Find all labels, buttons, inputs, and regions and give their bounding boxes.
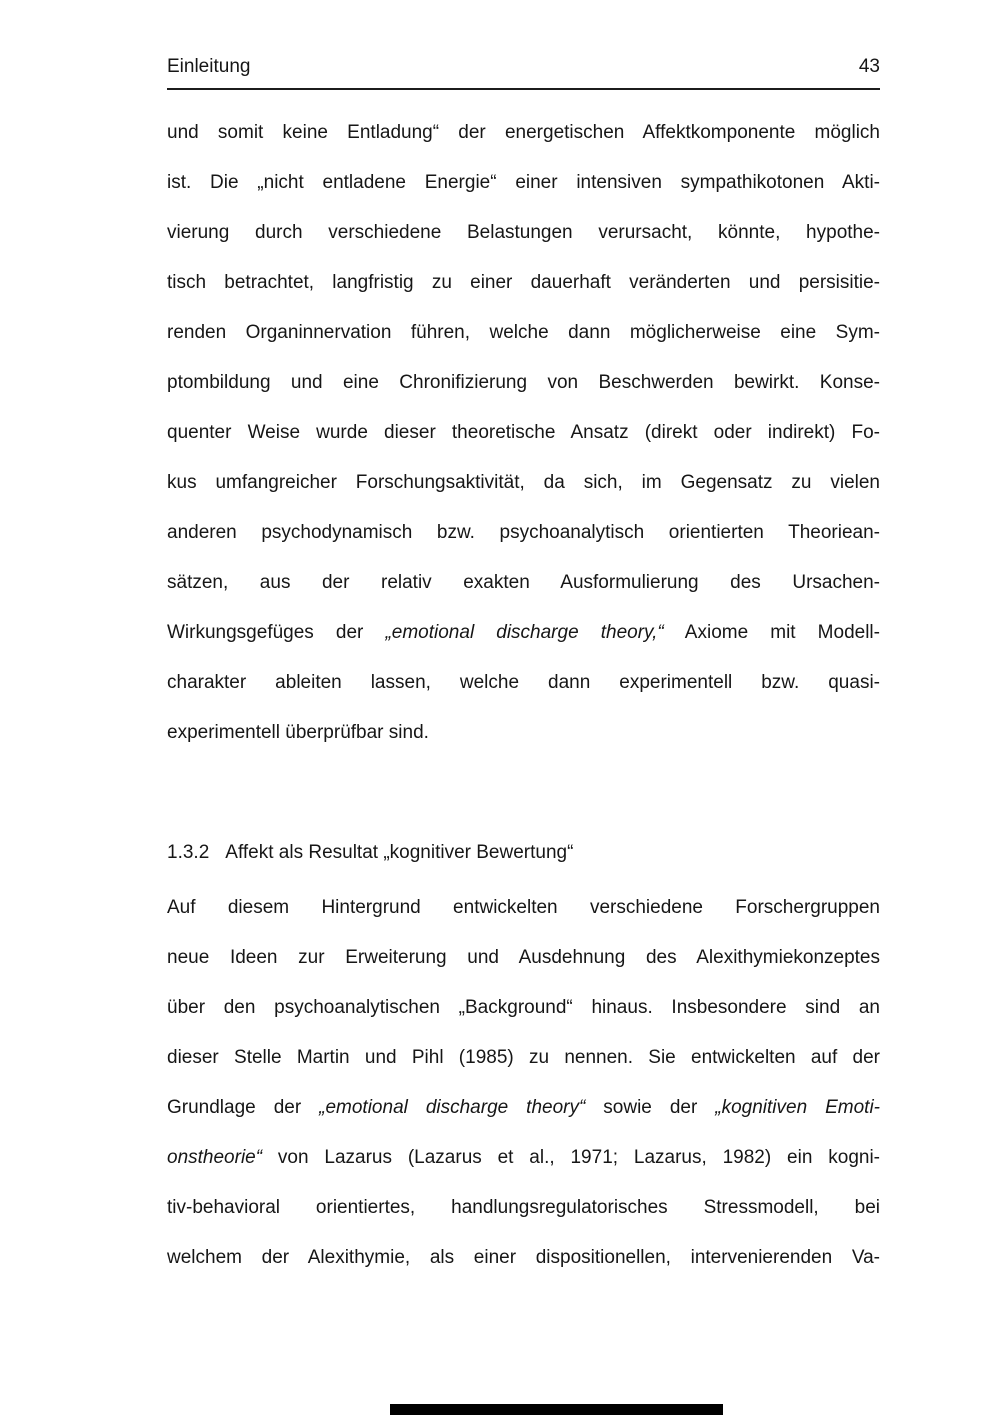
paragraph [167, 108, 880, 758]
text-line: experimentell überprüfbar sind. [167, 722, 429, 743]
text-line: tisch betrachtet, langfristig zu einer dauerhaft veränderten und persisitie- [167, 272, 880, 293]
text-line: neue Ideen zur Erweiterung und Ausdehnung des Alexithymiekonzeptes [167, 947, 880, 968]
section-number: 1.3.2 [167, 842, 210, 863]
text-line: anderen psychodynamisch bzw. psychoanalytisch orientierten Theoriean- [167, 522, 880, 543]
text-line: charakter ableiten lassen, welche dann experimentell bzw. quasi- [167, 672, 880, 693]
document-body [167, 108, 880, 1283]
text-line: welchem der Alexithymie, als einer dispositionellen, intervenierenden Va- [167, 1247, 880, 1268]
running-header-title: Einleitung [167, 56, 251, 77]
text-line: Wirkungsgefüges der „emotional discharge theory,“ Axiome mit Modell- [167, 622, 880, 643]
paragraph [167, 883, 880, 1283]
text-line: vierung durch verschiedene Belastungen verursacht, könnte, hypothe- [167, 222, 880, 243]
text-line: sätzen, aus der relativ exakten Ausformulierung des Ursachen- [167, 572, 880, 593]
page-number: 43 [858, 56, 880, 77]
text-line: über den psychoanalytischen „Background“ hinaus. Insbesondere sind an [167, 997, 880, 1018]
text-line: quenter Weise wurde dieser theoretische Ansatz (direkt oder indirekt) Fo- [167, 422, 880, 443]
running-header [167, 56, 880, 90]
text-line: Auf diesem Hintergrund entwickelten verschiedene Forschergruppen [167, 897, 880, 918]
text-line: ptombildung und eine Chronifizierung von Beschwerden bewirkt. Konse- [167, 372, 880, 393]
scan-artifact-bar [390, 1404, 723, 1415]
section-title: Affekt als Resultat „kognitiver Bewertung“ [225, 842, 574, 863]
section-heading [167, 828, 880, 878]
text-line: Grundlage der „emotional discharge theory“ sowie der „kognitiven Emoti- [167, 1097, 881, 1118]
content-column [167, 0, 880, 1283]
text-line: ist. Die „nicht entladene Energie“ einer intensiven sympathikotonen Akti- [167, 172, 880, 193]
text-line: und somit keine Entladung“ der energetischen Affektkomponente möglich [167, 122, 880, 143]
text-line: renden Organinnervation führen, welche dann möglicherweise eine Sym- [167, 322, 880, 343]
text-line: tiv-behavioral orientiertes, handlungsregulatorisches Stressmodell, bei [167, 1197, 880, 1218]
text-line: onstheorie“ von Lazarus (Lazarus et al., 1971; Lazarus, 1982) ein kogni- [167, 1147, 880, 1168]
text-line: kus umfangreicher Forschungsaktivität, da sich, im Gegensatz zu vielen [167, 472, 880, 493]
text-line: dieser Stelle Martin und Pihl (1985) zu nennen. Sie entwickelten auf der [167, 1047, 880, 1068]
